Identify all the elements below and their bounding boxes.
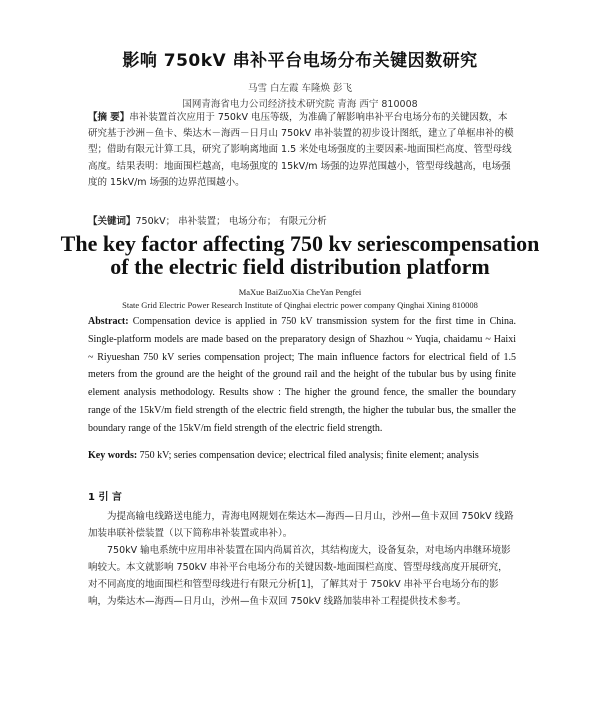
english-abstract	[88, 313, 516, 438]
section-body	[88, 508, 516, 610]
english-keywords-text: 750 kV; series compensation device; electrical filed analysis; finite element; analysis	[137, 450, 479, 461]
english-affiliation: State Grid Electric Power Research Institute of Qinghai electric power company Qinghai Xining 810008	[122, 300, 478, 310]
chinese-authors: 马雪 白左霞 车隆焕 彭飞	[247, 83, 353, 94]
chinese-abstract-text: 串补装置首次应用于 750kV 电压等级，为准确了解影响串补平台电场分布的关键因数，本研究基于沙洲－鱼卡、柴达木－海西－日月山 750kV 串补装置的初步设计图纸，建立了单框串补的模型；借助有限元计算工具，研究了影响离地面 1.5 米处电场强度的主要因素-地面围栏高度、管型母线高度。结果表明：地面围栏越高，电场强度的 15kV/m 场强的边界范围越小，管型母线越高，电场强度的 15kV/m 场强的边界范围越小。	[88, 112, 514, 188]
chinese-keywords-label: 【关键词】	[88, 216, 136, 227]
chinese-abstract-label: 【摘 要】	[88, 112, 130, 123]
body-paragraph-1: 为提高输电线路送电能力，青海电网规划在柴达木—海西—日月山，沙州—鱼卡双回 750kV 线路加装串联补偿装置（以下简称串补装置或串补）。	[88, 511, 514, 539]
english-title-line1: The key factor affecting 750 kv seriescompensation	[60, 231, 540, 256]
english-keywords-label: Key words:	[88, 450, 138, 461]
chinese-title: 影响 750kV 串补平台电场分布关键因数研究	[122, 51, 478, 71]
chinese-keywords-text: 750kV； 串补装置； 电场分布； 有限元分析	[135, 216, 327, 227]
english-title-line2: of the electric field distribution platform	[110, 254, 490, 279]
english-keywords	[88, 447, 516, 464]
chinese-abstract	[88, 110, 516, 191]
chinese-affiliation: 国网青海省电力公司经济技术研究院 青海 西宁 810008	[182, 99, 418, 110]
body-paragraph-2: 750kV 输电系统中应用串补装置在国内尚属首次，其结构庞大，设备复杂，对电场内串继环境影响较大。本文就影响 750kV 串补平台电场分布的关键因数-地面围栏高度、管型母线高度开展研究，对不同高度的地面围栏和管型母线进行有限元分析[1]，了解其对于 750kV 串补平台电场分布的影响，为柴达木—海西—日月山，沙州—鱼卡双回 750kV 线路加装串补工程提供技术参考。	[88, 545, 511, 607]
chinese-keywords	[88, 213, 516, 227]
english-title	[0, 232, 600, 278]
english-abstract-text: Compensation device is applied in 750 kV transmission system for the first time in China. Single-platform models are made based on the preparatory design of Shazhou ~ Yuqia, chaidamu ~ Haixi ~ Riyueshan 750 kV series compensation project; The main influence factors for electrical field of 1.5 meters from the ground are the height of the ground rail and the height of the tubular bus by using finite element analysis methodology. Results show : The higher the ground fence, the smaller the boundary range of the 15kV/m field strength of the electric field strength, the higher the tubular bus, the smaller the boundary range of the 15kV/m field strength of the electric field strength.	[88, 316, 516, 434]
english-abstract-label: Abstract:	[88, 316, 129, 327]
section-heading-introduction: 1 引 言	[88, 492, 122, 503]
english-authors: MaXue BaiZuoXia CheYan Pengfei	[238, 287, 362, 297]
